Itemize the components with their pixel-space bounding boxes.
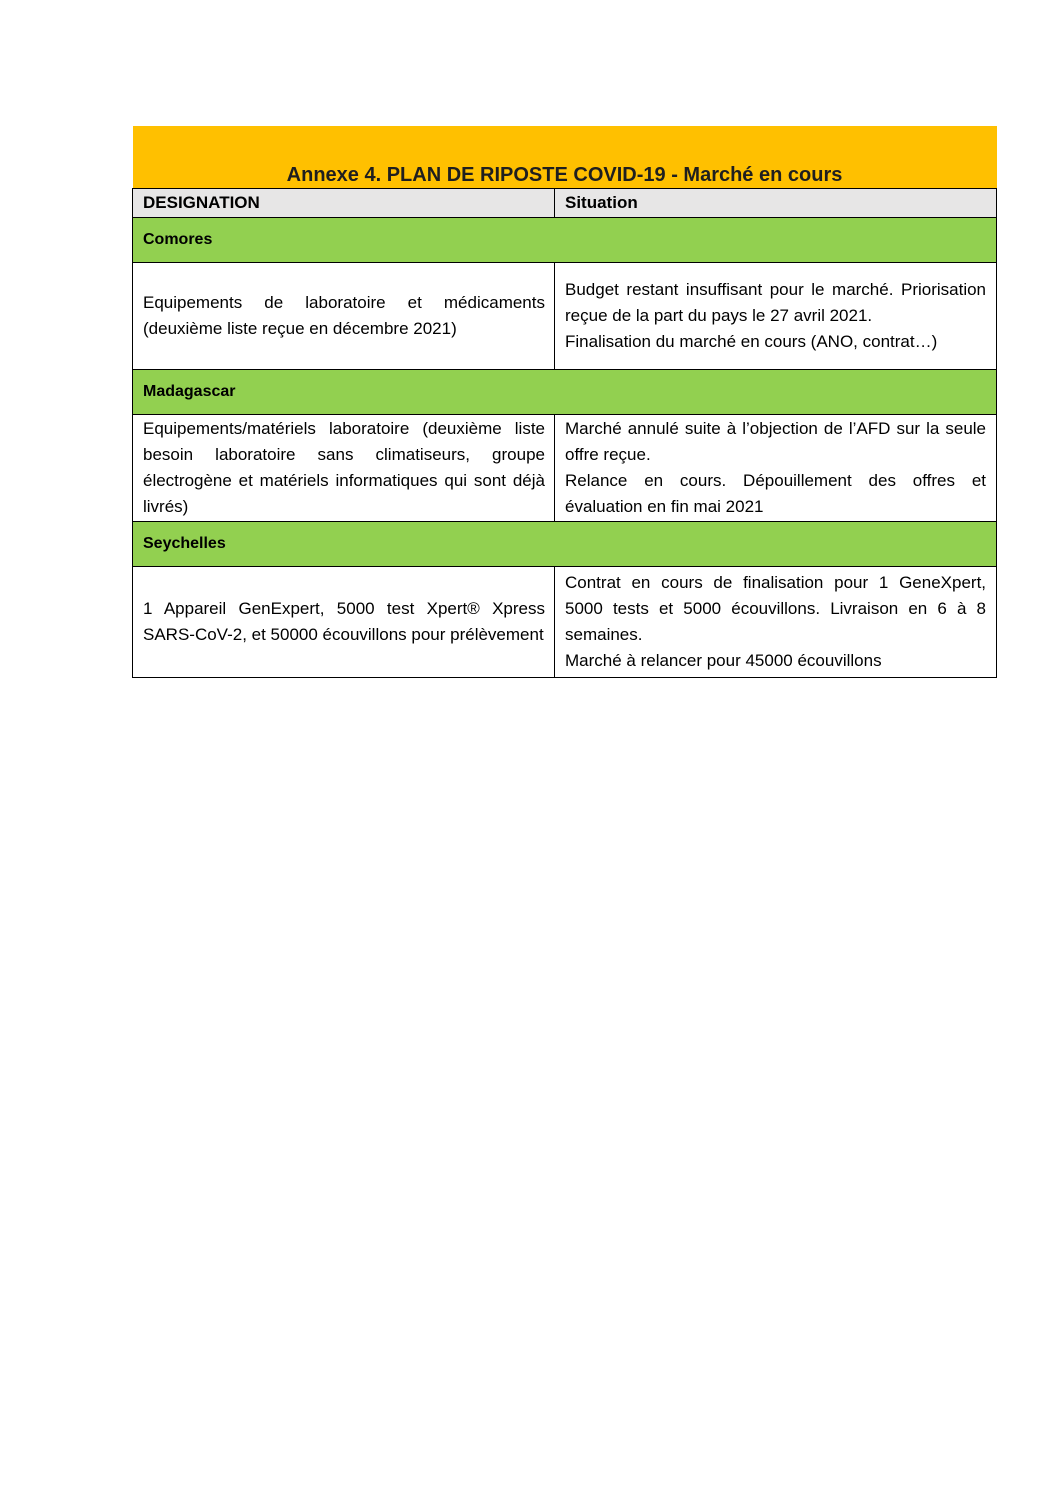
situation-line: Relance en cours. Dépouillement des offres et évaluation en fin mai 2021: [565, 471, 987, 516]
country-row-comores: [133, 218, 997, 263]
designation-cell-comores: Equipements de laboratoire et médicaments (deuxième liste reçue en décembre 2021): [133, 263, 555, 370]
designation-cell-seychelles: 1 Appareil GenExpert, 5000 test Xpert® Xpress SARS-CoV-2, et 50000 écouvillons pour prélèvement: [133, 567, 555, 678]
table-row: [133, 567, 997, 678]
annex-table: [132, 126, 997, 678]
table-row: [133, 415, 997, 522]
situation-line: Marché à relancer pour 45000 écouvillons: [565, 651, 882, 670]
country-label-madagascar: Madagascar: [133, 370, 997, 415]
table-row: [133, 263, 997, 370]
country-label-comores: Comores: [133, 218, 997, 263]
situation-line: Budget restant insuffisant pour le marché. Priorisation reçue de la part du pays le 27 avril 2021.: [565, 280, 987, 325]
column-header-designation: DESIGNATION: [133, 189, 555, 218]
situation-line: Contrat en cours de finalisation pour 1 GeneXpert, 5000 tests et 5000 écouvillons. Livraison en 6 à 8 semaines.: [565, 573, 987, 644]
situation-cell-comores: [555, 263, 997, 370]
column-header-situation: Situation: [555, 189, 997, 218]
situation-cell-madagascar: [555, 415, 997, 522]
header-row: [133, 189, 997, 218]
country-row-seychelles: [133, 522, 997, 567]
situation-cell-seychelles: [555, 567, 997, 678]
situation-line: Marché annulé suite à l’objection de l’AFD sur la seule offre reçue.: [565, 419, 987, 464]
title-row: [133, 126, 997, 189]
country-label-seychelles: Seychelles: [133, 522, 997, 567]
situation-line: Finalisation du marché en cours (ANO, contrat…): [565, 332, 938, 351]
country-row-madagascar: [133, 370, 997, 415]
table-title: Annexe 4. PLAN DE RIPOSTE COVID-19 - Marché en cours: [133, 126, 997, 189]
designation-cell-madagascar: Equipements/matériels laboratoire (deuxième liste besoin laboratoire sans climatiseurs, groupe électrogène et matériels informatiques qui sont déjà livrés): [133, 415, 555, 522]
